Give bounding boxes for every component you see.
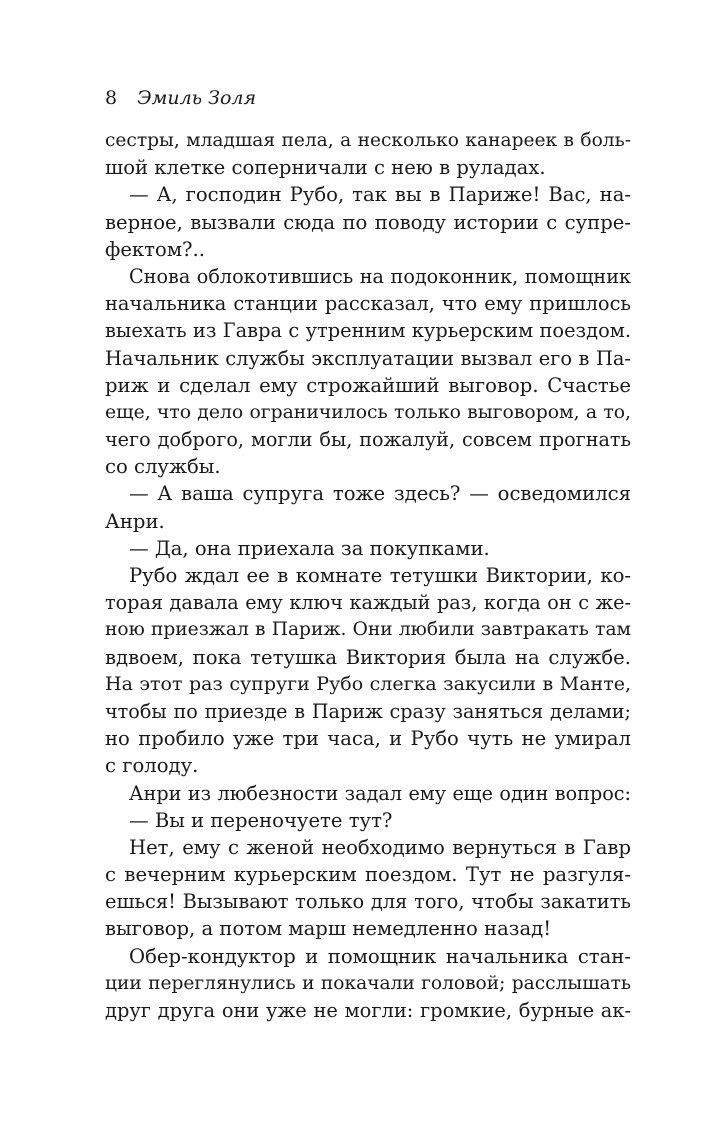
text-line: выехать из Гавра с утренним курьерским поездом. bbox=[105, 319, 631, 343]
text-line: — А ваша супруга тоже здесь? — осведомился bbox=[129, 482, 631, 506]
text-line: друг друга они уже не могли: громкие, бурные ак- bbox=[105, 999, 631, 1022]
text-line: — Да, она приехала за покупками. bbox=[129, 536, 490, 560]
text-line: сестры, младшая пела, а несколько канареек в боль- bbox=[105, 130, 631, 151]
text-line: Анри из любезности задал ему еще один вопрос: bbox=[129, 781, 631, 805]
text-line: шой клетке соперничали с нею в руладах. bbox=[105, 156, 546, 180]
text-line: Снова облокотившись на подоконник, помощник bbox=[129, 264, 631, 288]
text-line: На этот раз супруги Рубо слегка закусили в Манте, bbox=[105, 672, 631, 695]
text-line: торая давала ему ключ каждый раз, когда он с же- bbox=[105, 591, 631, 615]
text-line: с голоду. bbox=[105, 754, 199, 778]
text-line: ешься! Вызывают только для того, чтобы закатить bbox=[105, 890, 631, 914]
text-line: чего доброго, могли бы, пожалуй, совсем прогнать bbox=[105, 428, 631, 452]
body-text bbox=[105, 127, 631, 1024]
text-line: Анри. bbox=[105, 509, 165, 533]
text-line: но пробило уже три часа, и Рубо чуть не умирал bbox=[105, 727, 631, 751]
text-line: вдвоем, пока тетушка Виктория была на службе. bbox=[105, 645, 631, 669]
text-line: верное, вызвали сюда по поводу истории с супре- bbox=[105, 210, 631, 234]
text-line: риж и сделал ему строжайший выговор. Счастье bbox=[105, 373, 631, 397]
text-line: начальника станции рассказал, что ему пришлось bbox=[105, 292, 631, 316]
text-line: ною приезжал в Париж. Они любили завтракать там bbox=[105, 619, 631, 641]
text-line: Нет, ему с женой необходимо вернуться в Гавр bbox=[129, 835, 631, 859]
text-line: чтобы по приезде в Париж сразу заняться делами; bbox=[105, 699, 631, 723]
text-line: выговор, а потом марш немедленно назад! bbox=[105, 917, 552, 941]
text-line: — А, господин Рубо, так вы в Париже! Вас, на- bbox=[129, 183, 631, 207]
text-line: с вечерним курьерским поездом. Тут не разгуля- bbox=[105, 863, 631, 887]
text-line: со службы. bbox=[105, 455, 221, 479]
text-line: — Вы и переночуете тут? bbox=[129, 808, 393, 832]
running-head-author: Эмиль Золя bbox=[137, 87, 257, 109]
text-line: Рубо ждал ее в комнате тетушки Виктории, ко- bbox=[129, 564, 631, 587]
page-number: 8 bbox=[105, 87, 118, 109]
text-line: ции переглянулись и покачали головой; расслышать bbox=[105, 972, 631, 994]
text-line: фектом?.. bbox=[105, 237, 206, 261]
running-head bbox=[105, 84, 631, 112]
text-line: Обер-кондуктор и помощник начальника стан- bbox=[129, 944, 631, 968]
book-page bbox=[105, 84, 631, 1022]
text-line: Начальник службы эксплуатации вызвал его в Па- bbox=[105, 346, 631, 370]
text-line: еще, что дело ограничилось только выговором, а то, bbox=[105, 401, 631, 423]
